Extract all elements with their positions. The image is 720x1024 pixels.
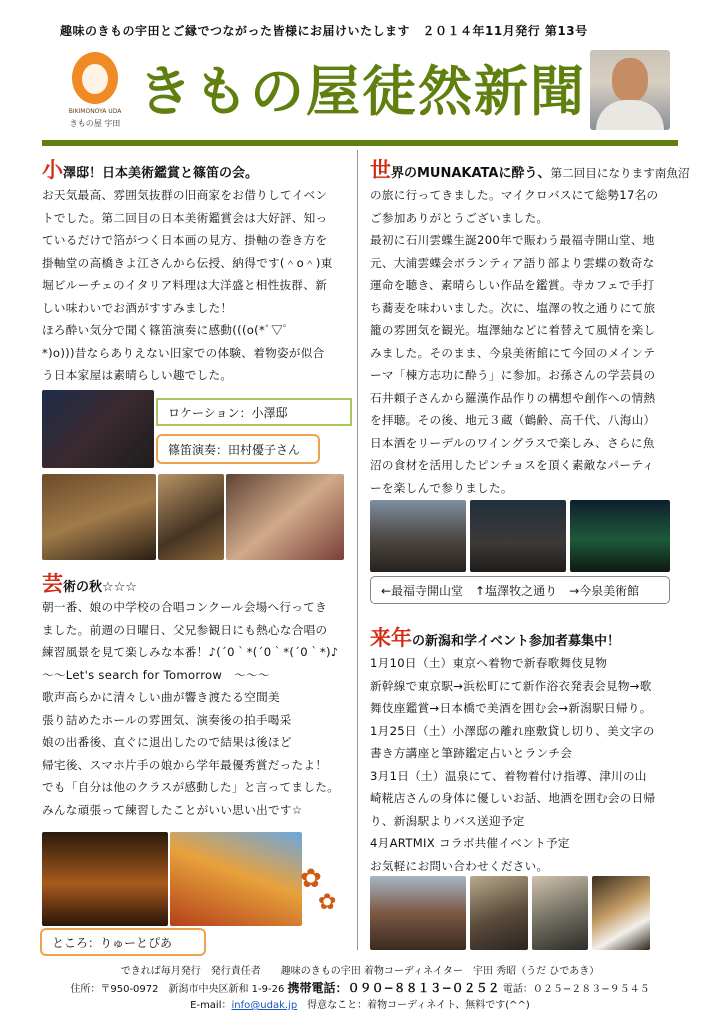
photo-guests-group bbox=[226, 474, 344, 560]
headline-lead-char: 小 bbox=[42, 158, 63, 182]
photo-museum-screen bbox=[570, 500, 670, 572]
body-line: 1月25日（土）小澤邸の離れ座敷貸し切り、美文字の bbox=[370, 723, 655, 738]
body-line: ち蕎麦を味わいました。次に、塩澤の牧之通りにて旅 bbox=[370, 300, 656, 315]
maple-leaf-icon: ✿ bbox=[318, 890, 337, 915]
body-line: 3月1日（土）温泉にて、着物着付け指導、津川の山 bbox=[370, 768, 647, 783]
body-line: 4月ARTMIX コラボ共催イベント予定 bbox=[370, 836, 570, 850]
column-divider bbox=[357, 150, 358, 950]
headline-text: 術の秋☆☆☆ bbox=[63, 580, 137, 595]
body-line: 張り詰めたホールの雰囲気、演奏後の拍手喝采 bbox=[42, 712, 292, 727]
body-line: しい味わいでお酒がすすみました！ bbox=[42, 300, 233, 315]
body-line: 掛軸堂の高橋きよ江さんから伝授、納得です(＾o＾)東 bbox=[42, 255, 333, 270]
article-rainen-body bbox=[370, 652, 682, 877]
body-line: ーを楽しんで参りました。 bbox=[370, 480, 513, 495]
caption-munakata-photos: ←最福寺開山堂 ↑塩澤牧之通り →今泉美術館 bbox=[370, 576, 670, 604]
photo-temple-group bbox=[370, 500, 466, 572]
photo-flute-performance bbox=[158, 474, 224, 560]
body-line: *)o)))昔ならありえない旧家での体験、着物姿が似合 bbox=[42, 345, 325, 360]
caption-performer: 篠笛演奏：田村優子さん bbox=[156, 434, 320, 464]
body-line: みました。そのまま、今泉美術館にて今回のメインテ bbox=[370, 345, 656, 360]
body-line: 娘の出番後、直ぐに退出したので結果は後ほど bbox=[42, 735, 292, 749]
body-line: 沼の食材を活用したピンチョスを頂く素敵なパーティ bbox=[370, 458, 655, 472]
headline-text: 澤邸！日本美術鑑賞と篠笛の会。 bbox=[63, 166, 259, 181]
body-line: 朝一番、娘の中学校の合唱コンクール会場へ行ってき bbox=[42, 600, 327, 614]
article-geijutsu-heading bbox=[42, 568, 137, 598]
footer-address: 住所：〒950-0972 新潟市中央区新和 1-9-26 bbox=[70, 984, 285, 995]
logo-text-roman: BIKIMONOYA UDA bbox=[68, 108, 122, 115]
body-line: トでした。第二回目の日本美術鑑賞会は大好評、知っ bbox=[42, 210, 328, 225]
logo-face-icon bbox=[72, 52, 118, 104]
caption-location: ロケーション：小澤邸 bbox=[156, 398, 352, 426]
header-divider bbox=[42, 140, 678, 146]
body-line: 元、大浦雲蝶会ボランティア語り部より雲蝶の数奇な bbox=[370, 255, 655, 270]
photo-kimono-woman-1 bbox=[470, 876, 528, 950]
body-line: 崎糀店さんの身体に優しいお話、地酒を囲む会の日帰 bbox=[370, 791, 656, 805]
footer-email-label: E-mail： bbox=[190, 1000, 232, 1011]
body-line: ～～Let's search for Tomorrow ～～～ bbox=[42, 667, 270, 682]
body-line: でも「自分は他のクラスが感動した」と言ってました。 bbox=[42, 780, 339, 794]
footer-phone: 電話：０２５−２８３−９５４５ bbox=[502, 984, 650, 995]
headline-lead-char: 来年 bbox=[370, 626, 412, 650]
body-line: 舞伎座鑑賞→日本橋で美酒を囲む会→新潟駅日帰り。 bbox=[370, 701, 652, 715]
body-line: 書き方講座と筆跡鑑定占いとランチ会 bbox=[370, 746, 573, 760]
photo-event-room bbox=[42, 474, 156, 560]
photo-sake-bottle bbox=[592, 876, 650, 950]
author-portrait bbox=[590, 50, 670, 130]
body-line: ほろ酔い気分で聞く篠笛演奏に感動(((o(*ﾟ▽ﾟ bbox=[42, 323, 289, 337]
article-rainen-heading bbox=[370, 622, 620, 652]
body-line: お天気最高、雰囲気抜群の旧商家をお借りしてイベン bbox=[42, 188, 328, 202]
headline-lead-char: 芸 bbox=[42, 572, 63, 596]
headline-lead-char: 世 bbox=[370, 158, 391, 182]
body-line: り、新潟駅よりバス送迎予定 bbox=[370, 813, 525, 828]
article-munakata-body bbox=[370, 184, 682, 499]
headline-suffix: 第二回目になります南魚沼 bbox=[550, 166, 690, 180]
body-line: 日本酒をリーデルのワイングラスで楽しみ、さらに魚 bbox=[370, 435, 655, 450]
photo-kimono-woman-2 bbox=[532, 876, 588, 950]
newspaper-title: きもの屋徒然新聞 bbox=[138, 60, 586, 123]
headline-text: 界のMUNAKATAに酔う、 bbox=[391, 166, 551, 181]
footer-email-link[interactable]: info@udak.jp bbox=[231, 1000, 298, 1011]
body-line: 練習風景を見て楽しみな本番！♪(´0｀*(´0｀*(´0｀*)♪ bbox=[42, 645, 339, 659]
footer-contact-row bbox=[0, 980, 720, 998]
photo-autumn-leaves bbox=[170, 832, 302, 926]
body-line: ました。前週の日曜日、父兄参観日にも熱心な合唱の bbox=[42, 622, 328, 637]
body-line: の旅に行ってきました。マイクロバスにて総勢17名の bbox=[370, 188, 659, 202]
footer-note: 得意なこと：着物コーディネイト、無料です(^^) bbox=[297, 1000, 530, 1011]
photo-kabukiza bbox=[370, 876, 466, 950]
footer-mobile-label: 携帯電話： bbox=[287, 981, 348, 995]
maple-leaf-icon: ✿ bbox=[300, 864, 322, 894]
caption-place: ところ：りゅーとぴあ bbox=[40, 928, 206, 956]
body-line: 石井頼子さんから羅漢作品作りの構想や創作への情熱 bbox=[370, 390, 656, 405]
footer-mobile: ０９０−８８１３−０２５２ bbox=[347, 981, 500, 995]
logo-text-name: きもの屋 宇田 bbox=[69, 119, 121, 128]
shop-logo bbox=[64, 52, 126, 130]
footer-email-row bbox=[0, 998, 720, 1014]
body-line: みんな頑張って練習したことがいい思い出です☆ bbox=[42, 802, 303, 817]
body-line: を拝聴。その後、地元３蔵（鶴齢、高千代、八海山） bbox=[370, 413, 656, 427]
body-line: ているだけで箔がつく日本画の見方、掛軸の巻き方を bbox=[42, 233, 328, 247]
body-line: 歌声高らかに清々しい曲が響き渡たる空間美 bbox=[42, 690, 280, 704]
footer bbox=[0, 964, 720, 1014]
body-line: 新幹線で東京駅→浜松町にて新作浴衣発表会見物→歌 bbox=[370, 678, 652, 693]
photo-concert-hall bbox=[42, 832, 168, 926]
article-geijutsu-body bbox=[42, 596, 354, 821]
body-line: ーマ「棟方志功に酔う」に参加。お孫さんの学芸員の bbox=[370, 368, 656, 382]
photo-performer-and-host bbox=[42, 390, 154, 468]
body-line: 最初に石川雲蝶生誕200年で賑わう最福寺開山堂、地 bbox=[370, 233, 655, 247]
footer-publisher: できれば毎月発行 発行責任者 趣味のきもの宇田 着物コーディネイター 宇田 秀昭（うだ ひであき） bbox=[120, 966, 600, 977]
body-line: 籠の雰囲気を観光。塩澤紬などに着替えて風情を楽し bbox=[370, 323, 656, 337]
body-line: 堀ビルーチェのイタリア料理は大洋盛と相性抜群、新 bbox=[42, 278, 328, 292]
body-line: ご参加ありがとうございました。 bbox=[370, 210, 549, 225]
body-line: お気軽にお問い合わせください。 bbox=[370, 858, 549, 873]
photo-street-group bbox=[470, 500, 566, 572]
body-line: 1月10日（土）東京へ着物で新春歌舞伎見物 bbox=[370, 656, 608, 670]
issue-tagline: 趣味のきもの宇田とご縁でつながった皆様にお届けいたします ２０１４年11月発行 第13号 bbox=[60, 24, 588, 38]
headline-text: の新潟和学イベント参加者募集中！ bbox=[412, 634, 621, 649]
body-line: う日本家屋は素晴らしい趣でした。 bbox=[42, 368, 233, 382]
article-ozawa-heading bbox=[42, 154, 258, 184]
article-ozawa-body bbox=[42, 184, 354, 387]
article-munakata-heading bbox=[370, 154, 690, 184]
body-line: 帰宅後、スマホ片手の娘から学年最優秀賞だったよ！ bbox=[42, 757, 328, 772]
body-line: 運命を聴き、素晴らしい作品を鑑賞。寺カフェで手打 bbox=[370, 278, 655, 292]
